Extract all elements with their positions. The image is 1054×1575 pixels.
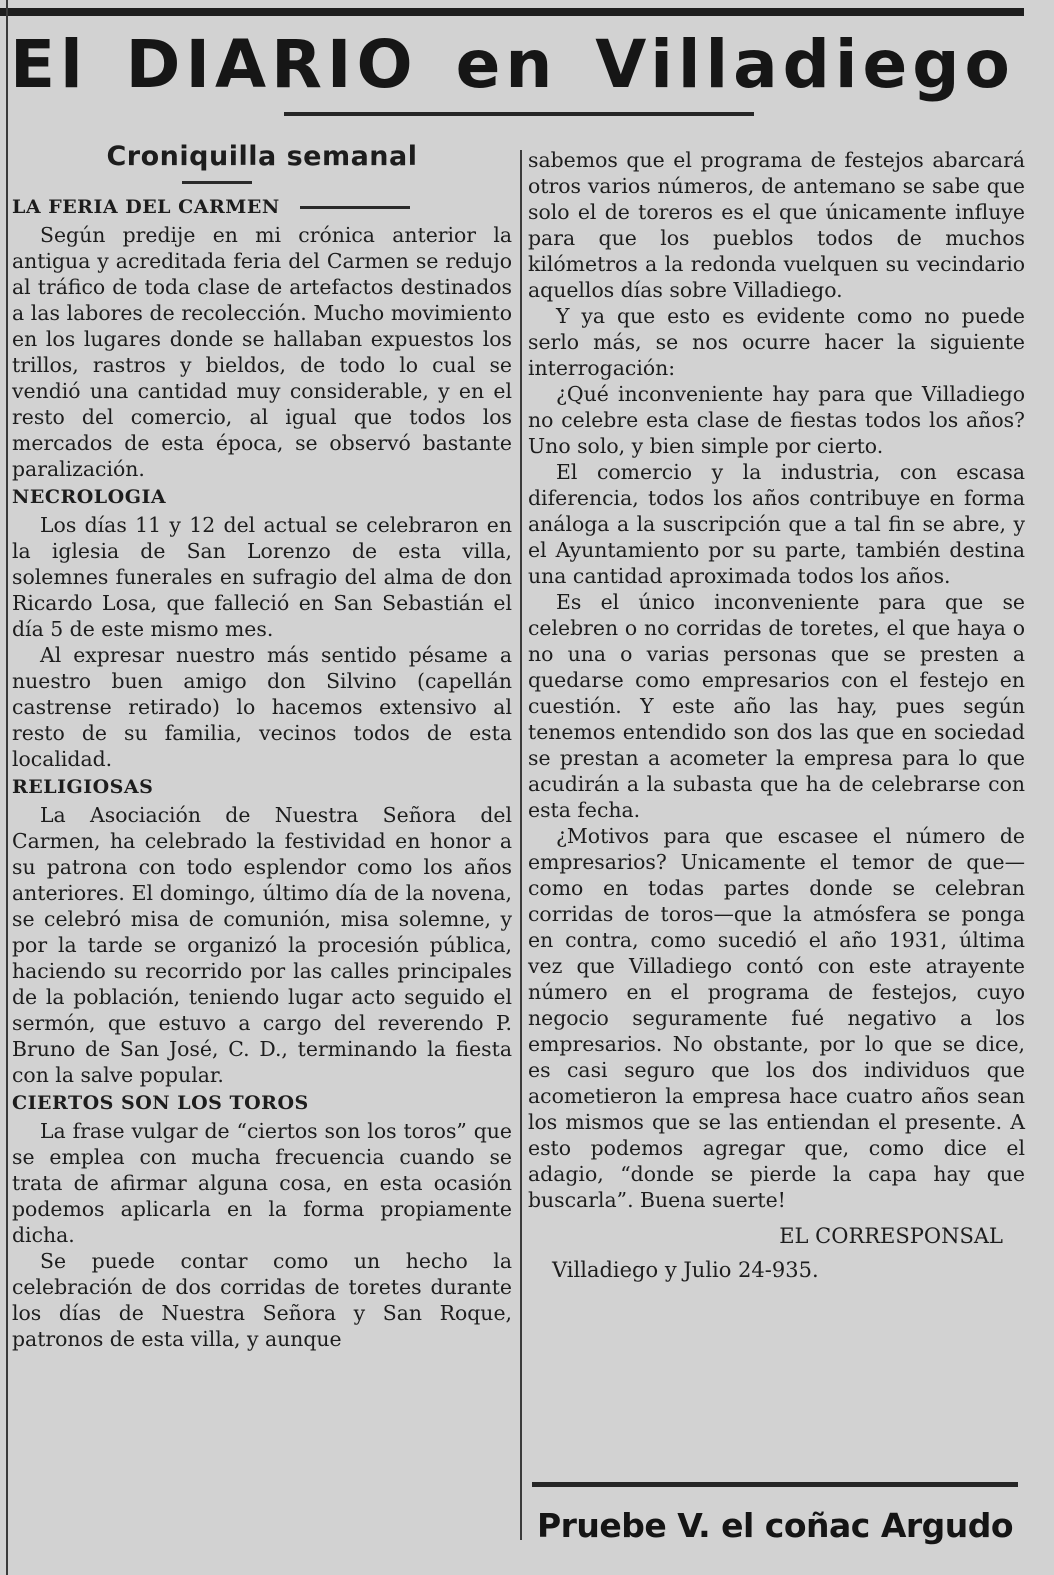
subhead-religiosas: RELIGIOSAS: [12, 776, 154, 798]
column-separator: [520, 150, 522, 1540]
paragraph-right-1: sabemos que el programa de festejos abarcará otros varios números, de antemano se sabe que solo el de toreros es el que únicamente influye para que los pueblos todos de muchos kilómetros a la redonda vuelquen su vecindario aquellos días sobre Villadiego.: [528, 148, 1025, 302]
left-column: [12, 135, 512, 1352]
paragraph-right-4: El comercio y la industria, con escasa diferencia, todos los años contribuye en forma análoga a la suscripción que a tal fin se abre, y el Ayuntamiento por su parte, también destina una cantidad aproximada todos los años.: [528, 460, 1025, 588]
subhead-dash: [300, 206, 410, 209]
section-title: Croniquilla semanal: [106, 141, 418, 172]
paragraph-religiosas: La Asociación de Nuestra Señora del Carmen, ha celebrado la festividad en honor a su patrona con todo esplendor como los años anteriores. El domingo, último día de la novena, se celebró misa de comunión, misa solemne, y por la tarde se organizó la procesión pública, haciendo su recorrido por las calles principales de la población, teniendo lugar acto seguido el sermón, que estuvo a cargo del reverendo P. Bruno de San José, C. D., terminando la fiesta con la salve popular.: [12, 803, 512, 1087]
paragraph-right-2: Y ya que esto es evidente como no puede serlo más, se nos ocurre hacer la siguiente interrogación:: [528, 304, 1025, 380]
left-edge-rule: [6, 0, 8, 1575]
subhead-necrologia: NECROLOGIA: [12, 486, 167, 508]
advertisement-rule: [532, 1482, 1018, 1487]
dateline: Villadiego y Julio 24-935.: [552, 1258, 819, 1282]
paragraph-right-6: ¿Motivos para que escasee el número de empresarios? Unicamente el temor de que—como en todas partes donde se celebran corridas de toros—que la atmósfera se ponga en contra, como sucedió el año 1931, última vez que Villadiego contó con este atrayente número en el programa de festejos, cuyo negocio seguramente fué negativo a los empresarios. No obstante, por lo que se dice, es casi seguro que los dos individuos que acometieron la empresa hace cuatro años sean los mismos que se las entiendan el presente. A esto podemos agregar que, como dice el adagio, “donde se pierde la capa hay que buscarla”. Buena suerte!: [528, 824, 1025, 1212]
masthead: El DIARIO en Villadiego: [10, 26, 1015, 103]
paragraph-right-3: ¿Qué inconveniente hay para que Villadiego no celebre esta clase de fiestas todos los años? Uno solo, y bien simple por cierto.: [528, 382, 1025, 458]
paragraph-necrologia-1: Los días 11 y 12 del actual se celebraron en la iglesia de San Lorenzo de esta villa, solemnes funerales en sufragio del alma de don Ricardo Losa, que falleció en San Sebastián el día 5 de este mismo mes.: [12, 513, 512, 641]
signature: EL CORRESPONSAL: [779, 1224, 1003, 1248]
subhead-feria-text: LA FERIA DEL CARMEN: [12, 196, 280, 218]
right-column: [528, 147, 1025, 1285]
subhead-feria: [12, 192, 512, 222]
top-rule: [0, 8, 1024, 16]
paragraph-necrologia-2: Al expresar nuestro más sentido pésame a nuestro buen amigo don Silvino (capellán castrense retirado) lo hacemos extensivo al resto de su familia, vecinos todos de esta localidad.: [12, 643, 512, 771]
paragraph-toros-1: La frase vulgar de “ciertos son los toros” que se emplea con mucha frecuencia cuando se trata de afirmar alguna cosa, en esta ocasión podemos aplicarla en la forma propiamente dicha.: [12, 1119, 512, 1247]
advertisement: Pruebe V. el coñac Argudo: [536, 1506, 1014, 1545]
paragraph-right-5: Es el único inconveniente para que se celebren o no corridas de toretes, el que haya o no una o varias personas que se presten a quedarse como empresarios con el festejo en cuestión. Y este año las hay, pues según tenemos entendido son dos las que en sociedad se prestan a acometer la empresa para lo que acudirán a la subasta que ha de celebrarse con esta fecha.: [528, 590, 1025, 822]
subhead-toros: CIERTOS SON LOS TOROS: [12, 1092, 309, 1114]
title-rule: [182, 181, 252, 184]
masthead-rule: [284, 112, 754, 116]
paragraph-toros-2: Se puede contar como un hecho la celebración de dos corridas de toretes durante los días de Nuestra Señora y San Roque, patronos de esta villa, y aunque: [12, 1249, 512, 1351]
paragraph-feria: Según predije en mi crónica anterior la antigua y acreditada feria del Carmen se redujo al tráfico de toda clase de artefactos destinados a las labores de recolección. Mucho movimiento en los lugares donde se hallaban expuestos los trillos, rastros y bieldos, de todo lo cual se vendió una cantidad muy considerable, y en el resto del comercio, al igual que todos los mercados de esta época, se observó bastante paralización.: [12, 223, 512, 481]
